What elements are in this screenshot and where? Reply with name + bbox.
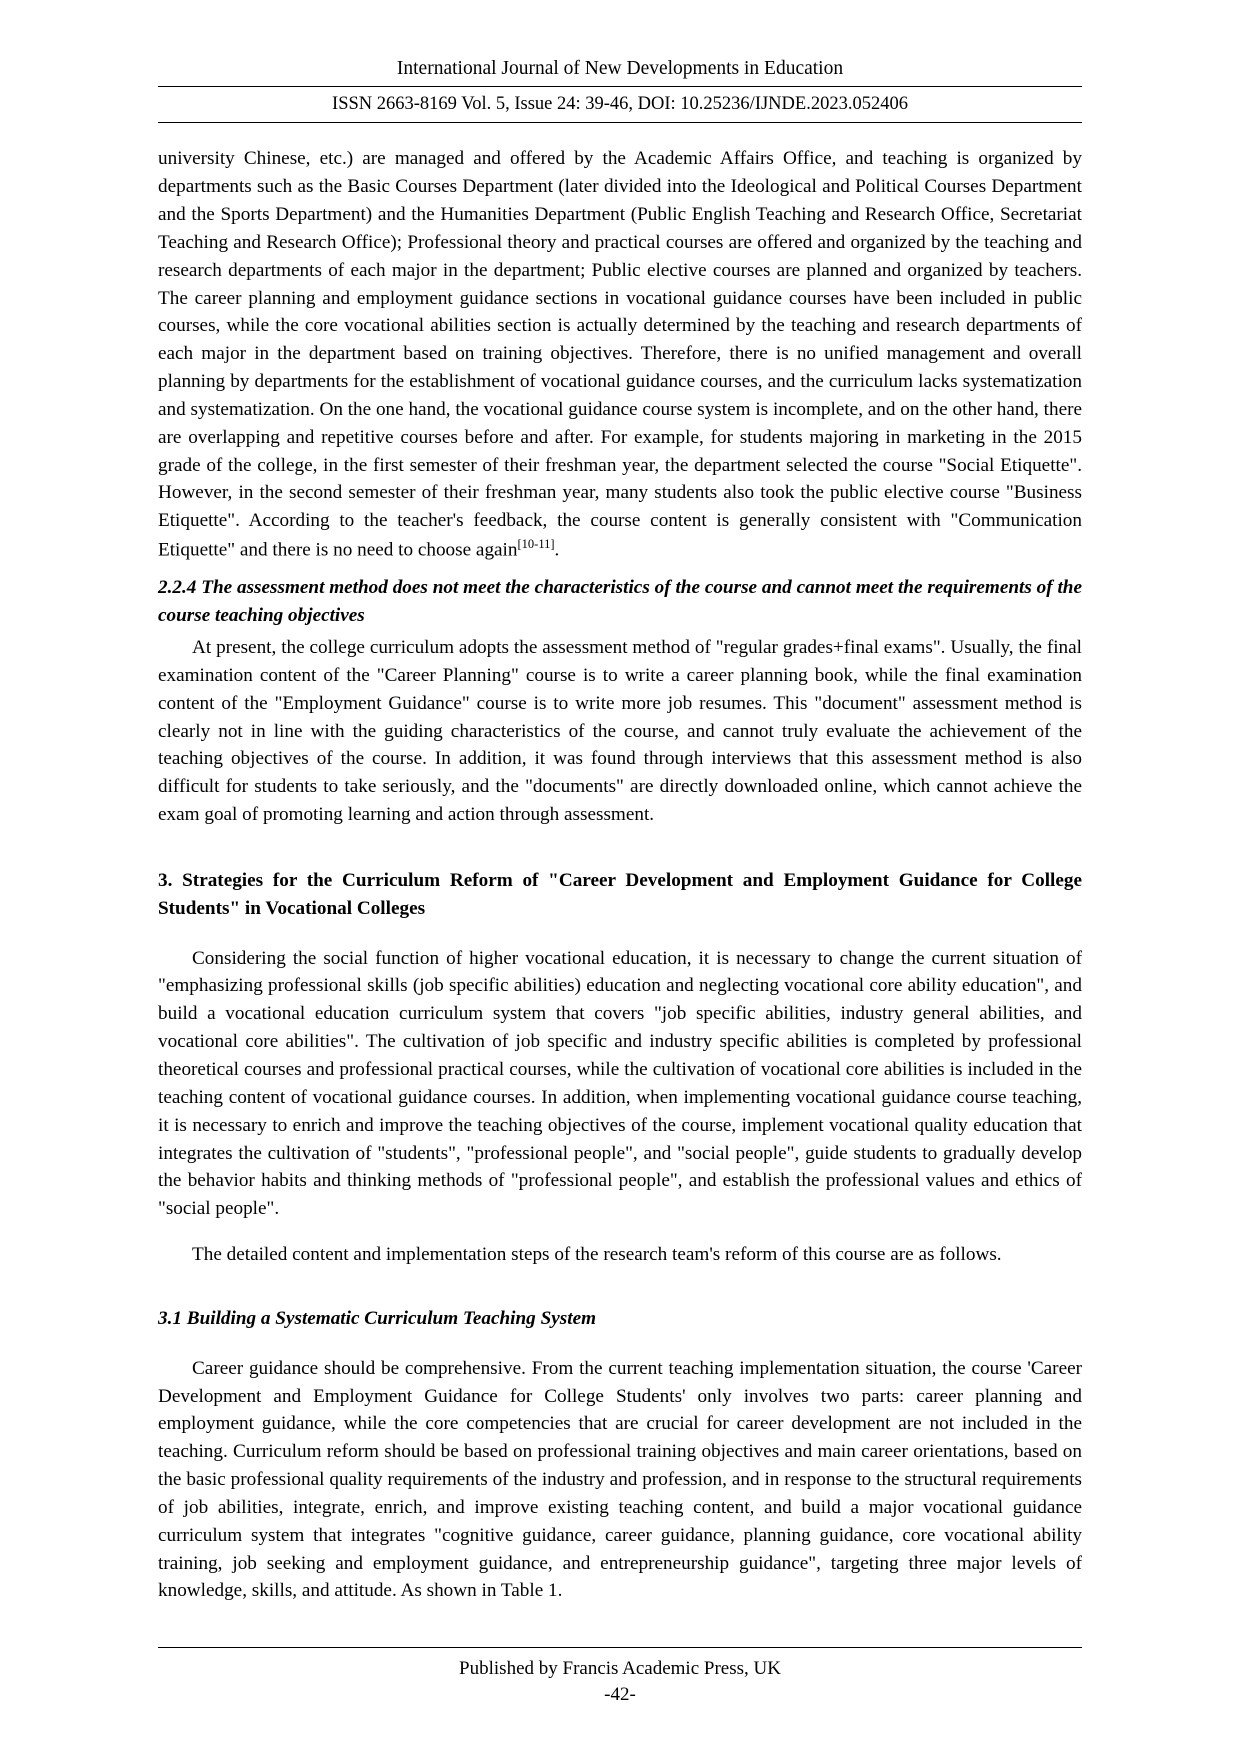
spacer <box>158 1333 1082 1355</box>
publisher-line: Published by Francis Academic Press, UK <box>459 1657 781 1679</box>
heading-2-2-4: 2.2.4 The assessment method does not meet the characteristics of the course and cannot meet the requirements of the course teaching objectives <box>158 577 1082 627</box>
paragraph-social-function: Considering the social function of higher vocational education, it is necessary to change the current situation of "emphasizing professional skills (job specific abilities) education and neglecting vocational core ability education", and build a vocational education curriculum system that covers "job specific abilities, industry general abilities, and vocational core abilities". The cultivation of job specific and industry specific abilities is completed by professional theoretical courses and professional practical courses, while the cultivation of vocational core abilities is included in the teaching content of vocational guidance courses. In addition, when implementing vocational guidance course teaching, it is necessary to enrich and improve the teaching objectives of the course, implement vocational quality education that integrates the cultivation of "students", "professional people", and "social people", guide students to gradually develop the behavior habits and thinking methods of "professional people", and establish the professional values and ethics of "social people". <box>158 947 1082 1220</box>
journal-title: International Journal of New Developments in Education <box>158 56 1082 87</box>
paragraph-1-end: . <box>554 539 560 561</box>
paragraph-1-text: university Chinese, etc.) are managed and offered by the Academic Affairs Office, and teaching is organized by departments such as the Basic Courses Department (later divided into the Ideological and Political Courses Department and the Sports Department) and the Humanities Department (Public English Teaching and Research Office, Secretariat Teaching and Research Office); Professional theory and practical courses are offered and organized by the teaching and research departments of each major in the department; Public elective courses are planned and organized by teachers. The career planning and employment guidance sections in vocational guidance courses have been included in public courses, while the core vocational abilities section is actually determined by the teaching and research departments of each major in the department based on training objectives. Therefore, there is no unified management and overall planning by departments for the establishment of vocational guidance courses, and the curriculum lacks systematization and systematization. On the one hand, the vocational guidance course system is incomplete, and on the other hand, there are overlapping and repetitive courses before and after. For example, for students majoring in marketing in the 2015 grade of the college, in the first semester of their freshman year, the department selected the course "Social Etiquette". However, in the second semester of their freshman year, many students also took the public elective course "Business Etiquette". According to the teacher's feedback, the course content is generally consistent with "Communication Etiquette" and there is no need to choose again <box>158 148 1082 561</box>
page-content <box>158 145 1082 1605</box>
heading-section-3: 3. Strategies for the Curriculum Reform of "Career Development and Employment Guidance for College Students" in Vocational Colleges <box>158 869 1082 919</box>
paragraph-career-guidance: Career guidance should be comprehensive. From the current teaching implementation situation, the course 'Career Development and Employment Guidance for College Students' only involves two parts: career planning and employment guidance, while the core competencies that are crucial for career development are not included in the teaching. Curriculum reform should be based on professional training objectives and main career orientations, based on the basic professional quality requirements of the industry and profession, and in response to the structural requirements of job abilities, integrate, enrich, and improve existing teaching content, and build a major vocational guidance curriculum system that integrates "cognitive guidance, career guidance, planning guidance, core vocational ability training, job seeking and employment guidance, and entrepreneurship guidance", targeting three major levels of knowledge, skills, and attitude. As shown in Table 1. <box>158 1357 1082 1602</box>
paragraph-continuation <box>158 145 1082 564</box>
paragraph-assessment-method: At present, the college curriculum adopts the assessment method of "regular grades+final exams". Usually, the final examination content of the "Career Planning" course is to write a career planning book, while the final examination content of the "Employment Guidance" course is to write more job resumes. This "document" assessment method is clearly not in line with the guiding characteristics of the course, and cannot truly evaluate the achievement of the teaching objectives of the course. In addition, it was found through interviews that this assessment method is also difficult for students to take seriously, and the "documents" are directly downloaded online, which cannot achieve the exam goal of promoting learning and action through assessment. <box>158 637 1082 826</box>
heading-3-1: 3.1 Building a Systematic Curriculum Teaching System <box>158 1307 597 1329</box>
issn-doi-line: ISSN 2663-8169 Vol. 5, Issue 24: 39-46, DOI: 10.25236/IJNDE.2023.052406 <box>158 87 1082 123</box>
page-footer <box>158 1647 1082 1709</box>
spacer <box>158 1225 1082 1241</box>
paragraph-detailed-content: The detailed content and implementation steps of the research team's reform of this course are as follows. <box>192 1244 1002 1266</box>
spacer <box>158 923 1082 945</box>
citation-reference: [10-11] <box>517 537 555 552</box>
page-number: -42- <box>604 1684 636 1706</box>
page-header <box>158 56 1082 123</box>
